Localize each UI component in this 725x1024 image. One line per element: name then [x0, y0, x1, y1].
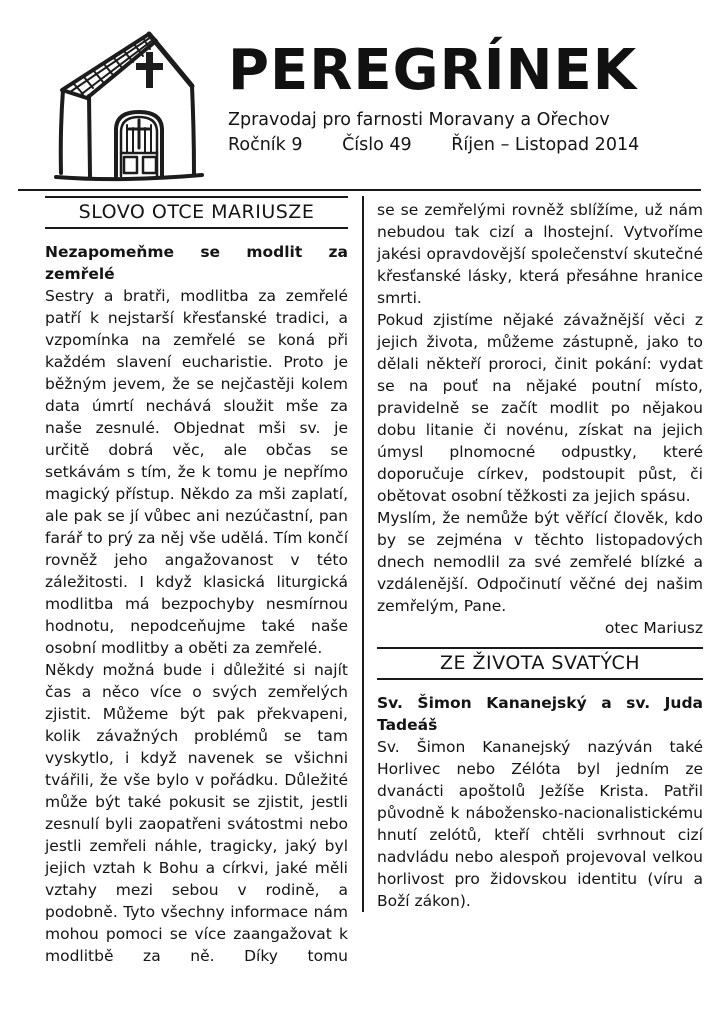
article-lead-saints: Sv. Šimon Kananejský a sv. Juda Tadeáš	[377, 694, 703, 734]
right-column	[377, 196, 703, 912]
article-paragraph: Pokud zjistíme nějaké závažnější věci z jejich života, můžeme zástupně, jako to dělali někteří proroci, činit pokání: vydat se na pouť na nějaké poutní místo, pravidelně se začít modlit po nějakou dobu litanie či novénu, získat na jejich úmysl plnomocné odpustky, které doporučuje církev, podstoupit půst, či obětovat osobní těžkosti za jejich spásu.	[377, 311, 703, 505]
church-logo	[50, 26, 212, 186]
masthead	[228, 40, 708, 155]
header-rule	[18, 189, 701, 191]
issue-number: Číslo 49	[342, 134, 412, 155]
article-paragraph: Sestry a bratři, modlitba za zemřelé patří k nejstarší křesťanské tradici, a vzpomínka na zemřelé se koná při každém slavení eucharistie. Proto je běžným jevem, že se nejčastěji kolem data úmrtí nechává sloužit mše za naše zesnulé. Objednat mši sv. je určitě dobrá věc, ale občas se setkávám s tím, že k tomu je nepřímo magický přístup. Někdo za mši zaplatí, ale pak se jí vůbec ani nezúčastní, pan farář to prý za něj vše udělá. Tím končí rovněž jeho angažovanost v této záležitosti. I když klasická liturgická modlitba má bezpochyby nesmírnou hodnotu, nepodceňujme také naše osobní modlitby a oběti za zemřelé.	[45, 287, 349, 657]
section-heading-ze-zivota-svatych: ZE ŽIVOTA SVATÝCH	[377, 647, 703, 680]
newsletter-title: PEREGRÍNEK	[228, 38, 638, 103]
issue-line	[228, 135, 708, 155]
column-divider	[362, 196, 364, 912]
volume-label: Ročník 9	[228, 134, 303, 155]
signature: otec Mariusz	[604, 619, 703, 637]
left-column	[45, 196, 348, 967]
section-heading-slovo-otce-mariusze: SLOVO OTCE MARIUSZE	[45, 196, 348, 229]
church-icon	[50, 26, 212, 186]
article-paragraph: Sv. Šimon Kananejský nazýván také Horlivec nebo Zélóta byl jedním ze dvanácti apoštolů Ježíše Krista. Patřil původně k nábožensko-nacionalistickému hnutí zelótů, kteří chtěli svrhnout cizí nadvládu nebo alespoň projevoval velkou horlivost pro židovskou identitu (víru a Boží zákon).	[377, 738, 703, 910]
article-paragraph: Myslím, že nemůže být věřící člověk, kdo by se zejména v těchto listopadových dnech nemodlil za své zemřelé blízké a vzdálenější. Odpočinutí věčné dej našim zemřelým, Pane.	[377, 509, 703, 615]
article-lead: Nezapomeňme se modlit za zemřelé	[45, 243, 348, 283]
article-paragraph: se se zemřelými rovněž sblížíme, už nám nebudou tak cizí a lhostejní. Vytvoříme jakési opravdovější společenství skutečné křesťanské lásky, která přesáhne hranice smrti.	[377, 201, 703, 307]
issue-date: Říjen – Listopad 2014	[451, 134, 640, 155]
newsletter-subtitle: Zpravodaj pro farnosti Moravany a Ořechov	[228, 109, 610, 130]
article-paragraph: Někdy možná bude i důležité si najít čas a něco více o svých zemřelých zjistit. Můžeme být pak překvapeni, kolik závažných problémů se tam vyskytlo, i když navenek se všichni tvářili, že vše bylo v pořádku. Důležité může být také pokusit se zjistit, jestli zesnulí byli zaopatřeni svátostmi nebo jestli zemřeli náhle, tragicky, jaký byl jejich vztah k Bohu a církvi, jaké měli vztahy mezi sebou v rodině, a podobně. Tyto všechny informace nám mohou pomoci se více zaangažovat k modlitbě za ně. Díky tomu	[45, 661, 348, 965]
